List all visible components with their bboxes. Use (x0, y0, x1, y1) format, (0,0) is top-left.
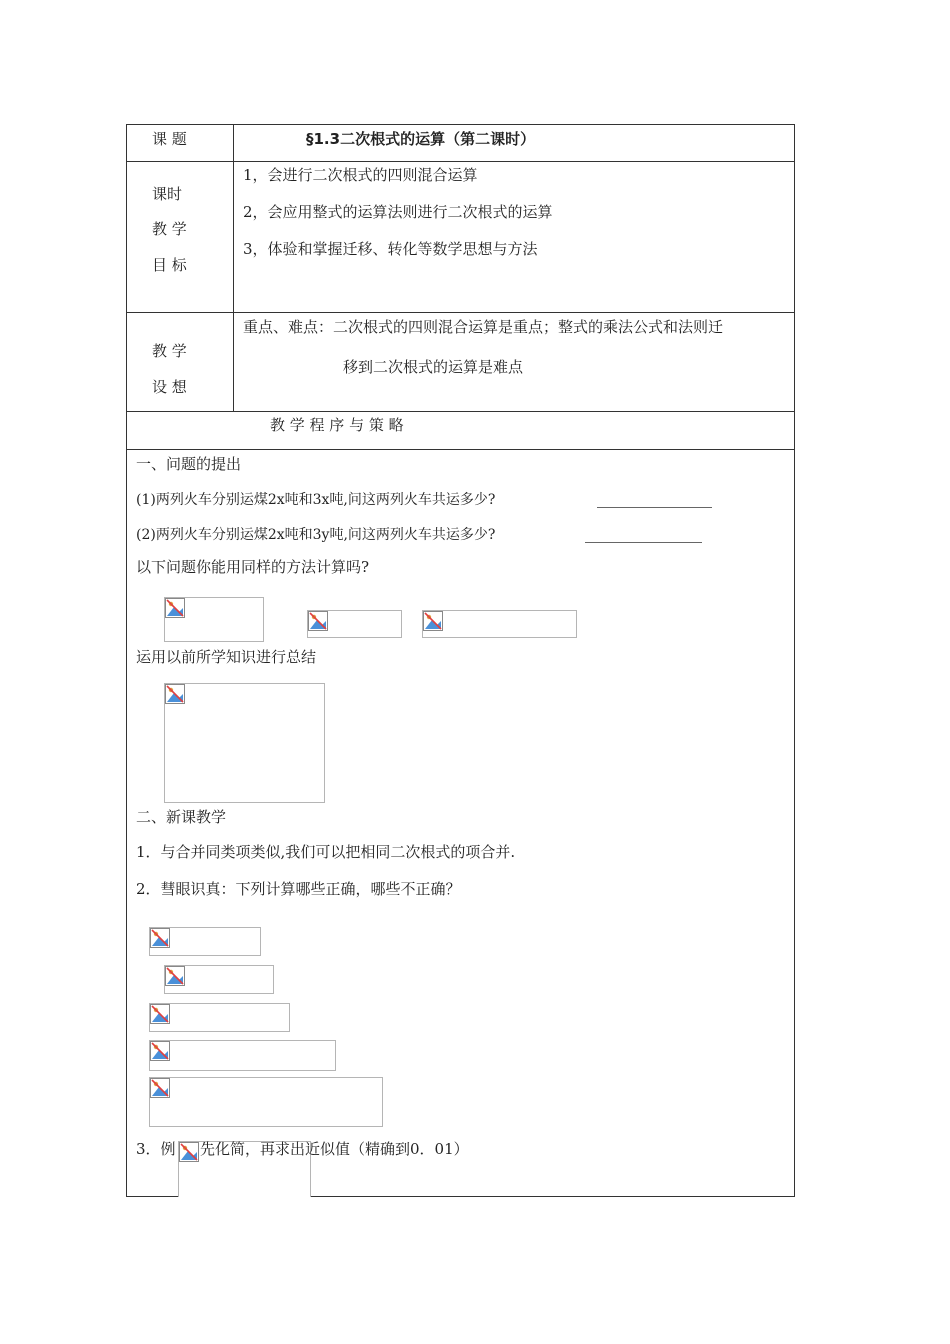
broken-image-icon (423, 611, 443, 631)
lesson-title: §1.3二次根式的运算（第二课时） (306, 130, 536, 148)
objectives-label-1: 课时 (152, 185, 183, 203)
objectives-label-3: 目 标 (152, 256, 187, 274)
design-label-1: 教 学 (152, 342, 187, 360)
formula-image (422, 610, 577, 638)
question-1: (1)两列火车分别运煤2x吨和3x吨,问这两列火车共运多少? (136, 492, 496, 508)
design-label-2: 设 想 (152, 378, 187, 396)
broken-image-icon (308, 611, 328, 631)
new-lesson-item-1: 1．与合并同类项类似,我们可以把相同二次根式的项合并. (136, 843, 516, 861)
answer-blank-1 (597, 507, 712, 508)
new-lesson-item-2: 2．彗眼识真：下列计算哪些正确，哪些不正确？ (136, 880, 461, 898)
example-prefix: 3．例 (136, 1140, 176, 1158)
broken-image-icon (165, 966, 185, 986)
objective-item-2: 2，会应用整式的运算法则进行二次根式的运算 (243, 203, 553, 221)
summary-image (164, 683, 325, 803)
design-text-2: 移到二次根式的运算是难点 (343, 358, 524, 376)
broken-image-icon (150, 928, 170, 948)
section2-title: 二、新课教学 (136, 808, 227, 826)
broken-image-icon (165, 684, 185, 704)
formula-image (307, 610, 402, 638)
broken-image-icon (150, 1078, 170, 1098)
summary-text: 运用以前所学知识进行总结 (136, 648, 317, 666)
design-text-1: 重点、难点：二次根式的四则混合运算是重点；整式的乘法公式和法则迁 (243, 318, 724, 336)
calc-image (149, 927, 261, 956)
answer-blank-2 (585, 542, 702, 543)
procedure-header: 教 学 程 序 与 策 略 (270, 416, 404, 434)
example-text: 先化简，再求出近似值（精确到0．01） (200, 1140, 469, 1158)
subject-label: 课 题 (152, 130, 187, 148)
calc-image (149, 1003, 290, 1032)
calc-image (149, 1077, 383, 1127)
question-3: 以下问题你能用同样的方法计算吗? (136, 558, 370, 576)
formula-image (164, 597, 264, 642)
calc-image (164, 965, 274, 994)
broken-image-icon (150, 1041, 170, 1061)
objective-item-1: 1，会进行二次根式的四则混合运算 (243, 166, 478, 184)
broken-image-icon (165, 598, 185, 618)
broken-image-icon (179, 1142, 199, 1162)
section1-title: 一、问题的提出 (136, 455, 242, 473)
calc-image (149, 1040, 336, 1071)
broken-image-icon (150, 1004, 170, 1024)
objective-item-3: 3，体验和掌握迁移、转化等数学思想与方法 (243, 240, 538, 258)
question-2: (2)两列火车分别运煤2x吨和3y吨,问这两列火车共运多少? (136, 527, 496, 543)
objectives-label-2: 教 学 (152, 220, 187, 238)
